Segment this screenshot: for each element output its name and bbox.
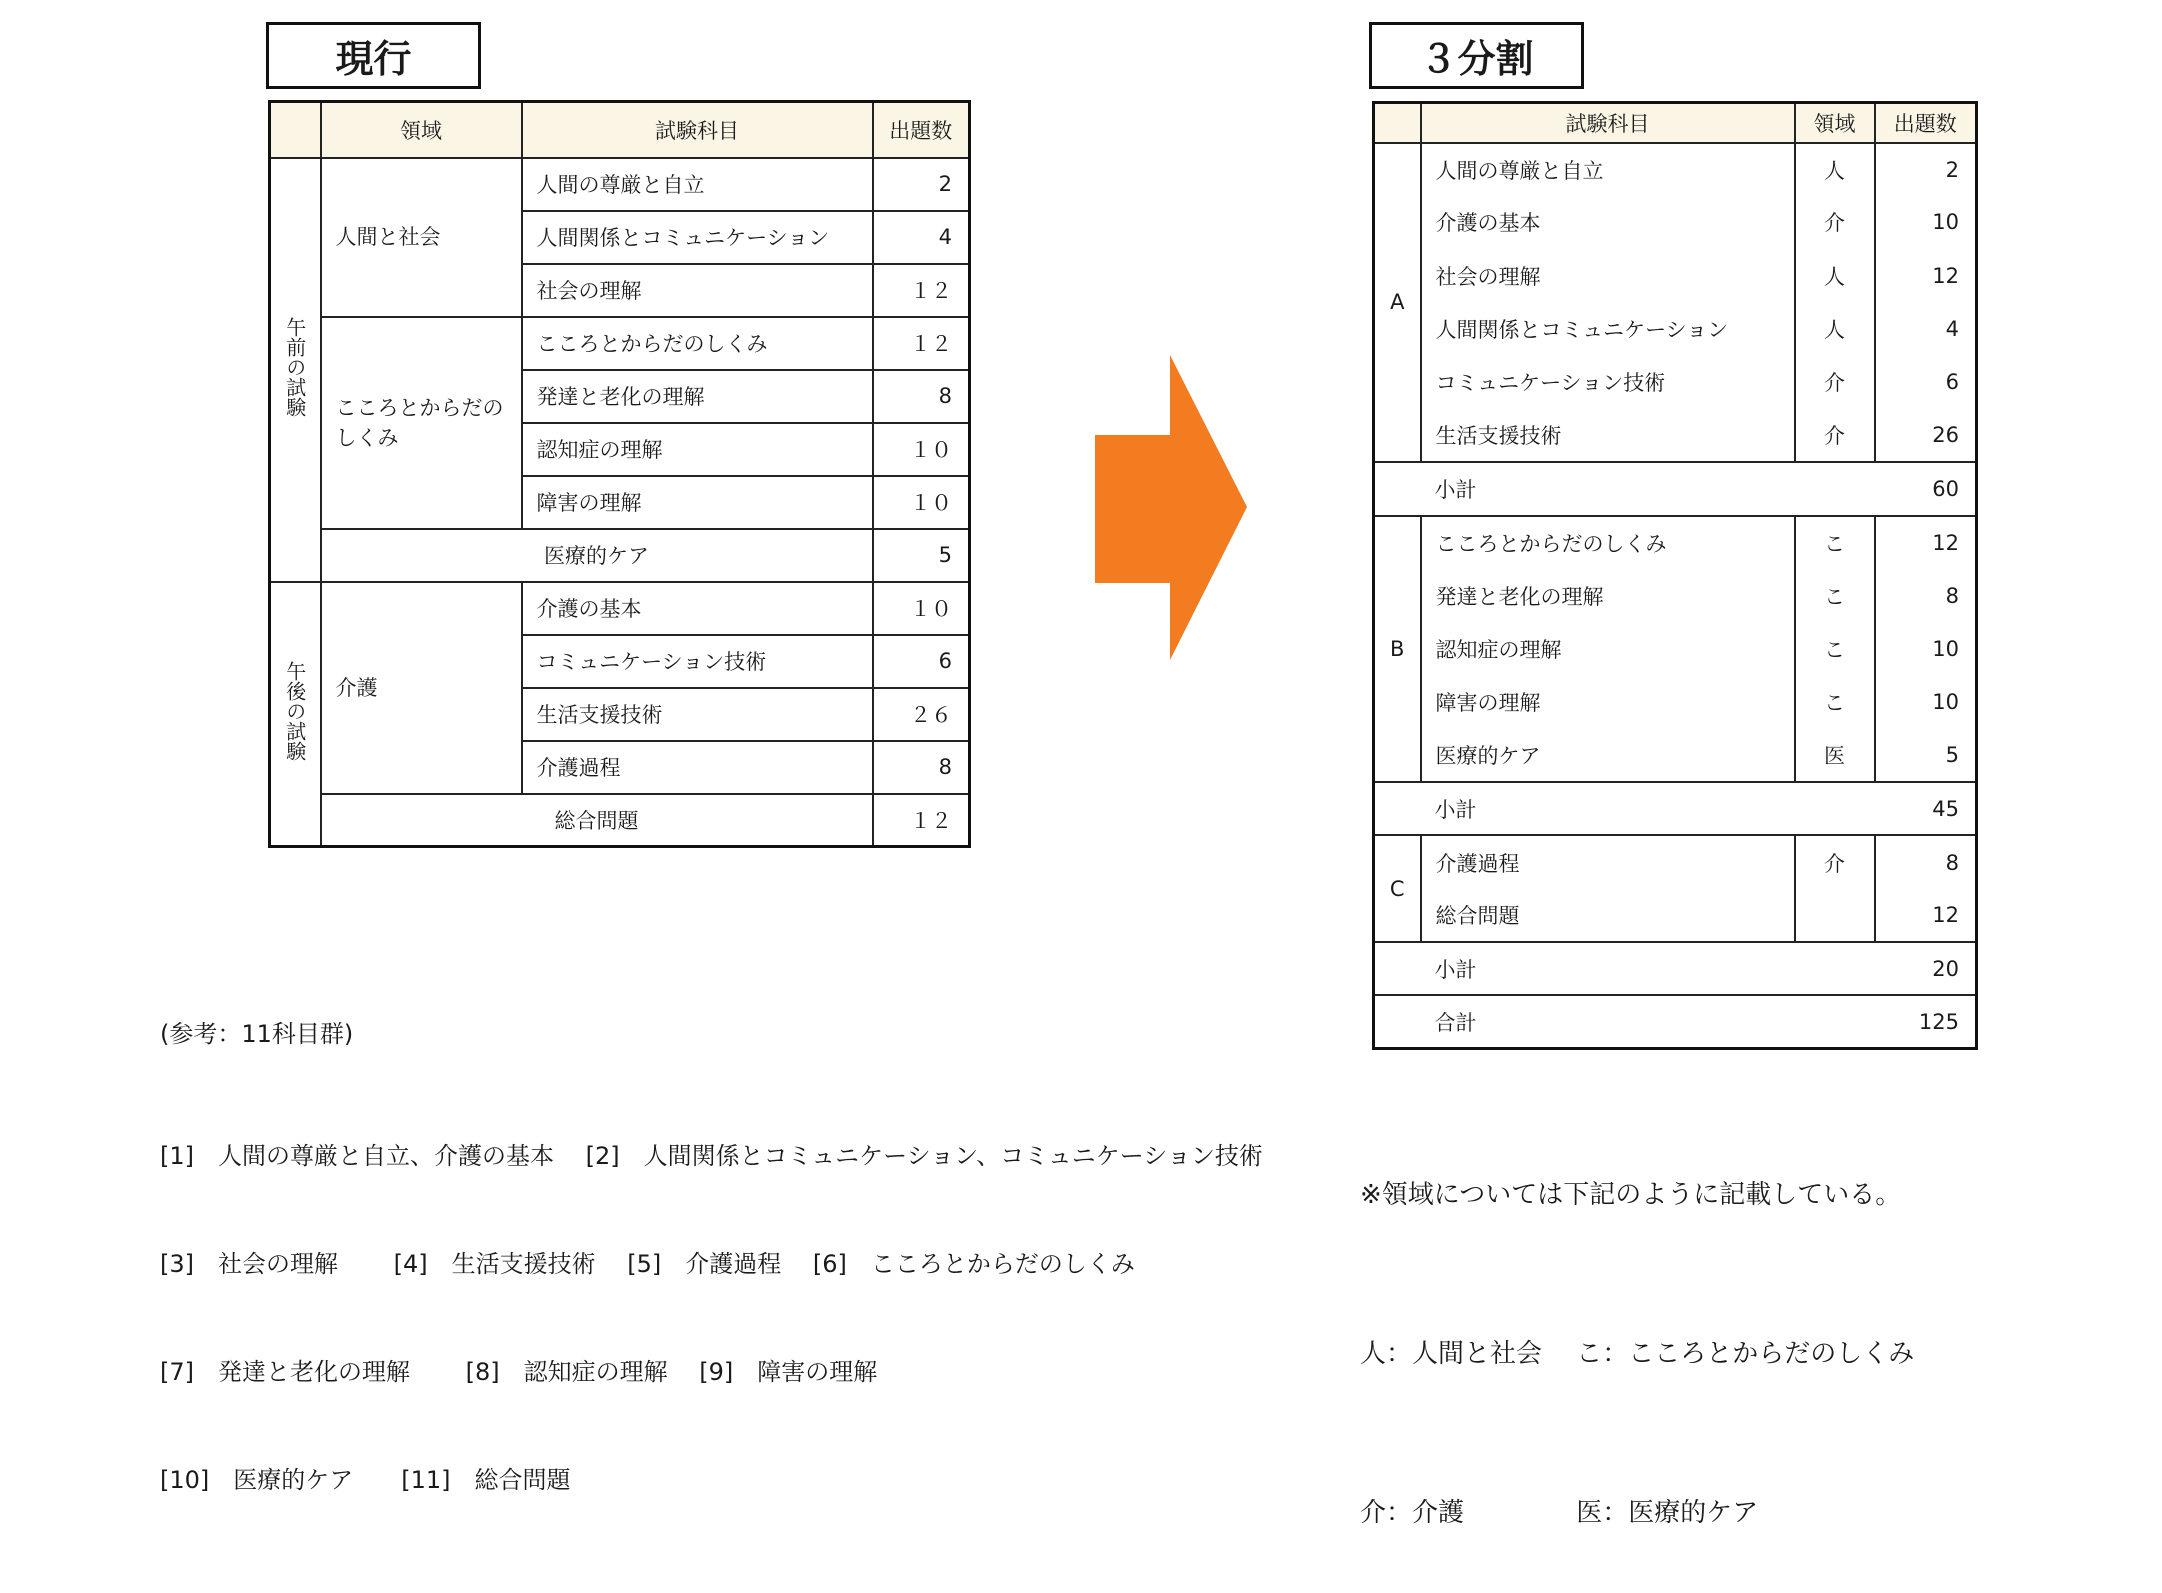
area-code-cell: こ — [1795, 569, 1875, 622]
subject-cell: コミュニケーション技術 — [1421, 356, 1795, 409]
subject-cell: 社会の理解 — [1421, 249, 1795, 302]
reference-line-3: [7] 発達と老化の理解 [8] 認知症の理解 [9] 障害の理解 — [160, 1358, 878, 1386]
count-cell: 8 — [873, 370, 970, 423]
subject-cell: 社会の理解 — [522, 264, 873, 317]
subject-cell: 認知症の理解 — [1421, 622, 1795, 675]
count-cell: 12 — [1875, 516, 1977, 569]
right-table-row — [1374, 143, 1977, 196]
area-code-cell: 人 — [1795, 143, 1875, 196]
total-label: 合計 — [1421, 995, 1875, 1048]
right-table-row — [1374, 196, 1977, 249]
area-code-cell: 介 — [1795, 196, 1875, 249]
count-cell: 5 — [873, 529, 970, 582]
area-code-cell — [1795, 889, 1875, 942]
area-code-cell: 介 — [1795, 356, 1875, 409]
reference-heading: (参考：11科目群) — [160, 1020, 354, 1048]
count-cell: 6 — [1875, 356, 1977, 409]
right-title-box — [1369, 22, 1584, 89]
current-exam-table — [268, 100, 971, 848]
area-legend — [1360, 1063, 1914, 1593]
subtotal-label: 小計 — [1421, 462, 1875, 515]
group-label-cell: A — [1374, 143, 1421, 463]
group-label-cell: B — [1374, 516, 1421, 782]
right-table-row — [1374, 729, 1977, 782]
count-cell: １２ — [873, 317, 970, 370]
count-cell: 8 — [873, 741, 970, 794]
area-code-cell: こ — [1795, 622, 1875, 675]
right-table-row — [1374, 302, 1977, 355]
session-label-1 — [270, 582, 321, 847]
count-cell: 6 — [873, 635, 970, 688]
subtotal-spacer — [1374, 942, 1421, 995]
span-subject-cell: 総合問題 — [321, 794, 873, 847]
right-table-row — [1374, 889, 1977, 942]
session-label-0 — [270, 158, 321, 582]
count-cell: 10 — [1875, 196, 1977, 249]
subtotal-row — [1374, 782, 1977, 835]
count-cell: 10 — [1875, 675, 1977, 728]
left-table-span-row — [270, 794, 970, 847]
left-table-row — [270, 582, 970, 635]
count-cell: １０ — [873, 476, 970, 529]
total-row — [1374, 995, 1977, 1048]
subject-cell: 発達と老化の理解 — [522, 370, 873, 423]
subject-cell: 障害の理解 — [522, 476, 873, 529]
reference-line-1: [1] 人間の尊厳と自立、介護の基本 [2] 人間関係とコミュニケーション、コミュニケーション技術 — [160, 1142, 1263, 1170]
count-cell: 12 — [1875, 889, 1977, 942]
subtotal-value: 20 — [1875, 942, 1977, 995]
subject-cell: 医療的ケア — [1421, 729, 1795, 782]
count-cell: 8 — [1875, 835, 1977, 888]
left-header-count: 出題数 — [873, 102, 970, 158]
reference-notes — [160, 944, 1263, 1534]
right-header-area: 領域 — [1795, 103, 1875, 143]
count-cell: 8 — [1875, 569, 1977, 622]
span-subject-cell: 医療的ケア — [321, 529, 873, 582]
right-table-row — [1374, 409, 1977, 462]
subject-cell: 人間関係とコミュニケーション — [522, 211, 873, 264]
total-spacer — [1374, 995, 1421, 1048]
subject-cell: 人間関係とコミュニケーション — [1421, 302, 1795, 355]
subtotal-spacer — [1374, 462, 1421, 515]
reference-line-2: [3] 社会の理解 [4] 生活支援技術 [5] 介護過程 [6] こころとからだのしくみ — [160, 1250, 1135, 1278]
count-cell: 12 — [1875, 249, 1977, 302]
subject-cell: コミュニケーション技術 — [522, 635, 873, 688]
subject-cell: 介護の基本 — [522, 582, 873, 635]
count-cell: 2 — [873, 158, 970, 211]
area-code-cell: 介 — [1795, 835, 1875, 888]
count-cell: １０ — [873, 423, 970, 476]
right-table-row — [1374, 569, 1977, 622]
area-code-cell: 人 — [1795, 302, 1875, 355]
right-header-row — [1374, 103, 1977, 143]
subtotal-label: 小計 — [1421, 942, 1875, 995]
count-cell: 4 — [873, 211, 970, 264]
area-code-cell: 医 — [1795, 729, 1875, 782]
subject-cell: 生活支援技術 — [1421, 409, 1795, 462]
left-header-corner — [270, 102, 321, 158]
legend-note: ※領域については下記のように記載している。 — [1360, 1180, 1902, 1210]
area-code-cell: 人 — [1795, 249, 1875, 302]
subject-cell: 障害の理解 — [1421, 675, 1795, 728]
left-header-row — [270, 102, 970, 158]
left-title-box — [266, 22, 481, 89]
right-table-row — [1374, 675, 1977, 728]
subject-cell: 総合問題 — [1421, 889, 1795, 942]
session-label-text: 午前の試験 — [282, 317, 307, 417]
left-table-row — [270, 158, 970, 211]
count-cell: １２ — [873, 794, 970, 847]
total-value: 125 — [1875, 995, 1977, 1048]
right-table-row — [1374, 516, 1977, 569]
right-table-row — [1374, 622, 1977, 675]
left-header-area: 領域 — [321, 102, 522, 158]
subtotal-row — [1374, 462, 1977, 515]
legend-line-1: 人：人間と社会 こ：こころとからだのしくみ — [1360, 1339, 1915, 1369]
subject-cell: 認知症の理解 — [522, 423, 873, 476]
area-cell: 人間と社会 — [321, 158, 522, 317]
arrow-right-icon — [1095, 355, 1250, 660]
area-cell: こころとからだの しくみ — [321, 317, 522, 529]
reference-line-4: [10] 医療的ケア [11] 総合問題 — [160, 1466, 571, 1494]
subtotal-spacer — [1374, 782, 1421, 835]
subject-cell: 人間の尊厳と自立 — [1421, 143, 1795, 196]
subtotal-value: 60 — [1875, 462, 1977, 515]
subject-cell: こころとからだのしくみ — [1421, 516, 1795, 569]
subject-cell: こころとからだのしくみ — [522, 317, 873, 370]
count-cell: 4 — [1875, 302, 1977, 355]
area-code-cell: こ — [1795, 675, 1875, 728]
subject-cell: 発達と老化の理解 — [1421, 569, 1795, 622]
subtotal-value: 45 — [1875, 782, 1977, 835]
count-cell: ２６ — [873, 688, 970, 741]
right-table-row — [1374, 356, 1977, 409]
right-header-count: 出題数 — [1875, 103, 1977, 143]
count-cell: 10 — [1875, 622, 1977, 675]
right-table-row — [1374, 249, 1977, 302]
count-cell: 5 — [1875, 729, 1977, 782]
right-table-row — [1374, 835, 1977, 888]
subject-cell: 人間の尊厳と自立 — [522, 158, 873, 211]
subject-cell: 介護過程 — [1421, 835, 1795, 888]
left-table-row — [270, 317, 970, 370]
subject-cell: 介護過程 — [522, 741, 873, 794]
subject-cell: 介護の基本 — [1421, 196, 1795, 249]
split-exam-table — [1372, 101, 1978, 1050]
count-cell: 26 — [1875, 409, 1977, 462]
right-header-corner — [1374, 103, 1421, 143]
subject-cell: 生活支援技術 — [522, 688, 873, 741]
subtotal-row — [1374, 942, 1977, 995]
left-table-span-row — [270, 529, 970, 582]
left-title: 現行 — [335, 37, 412, 81]
right-title: ３分割 — [1419, 37, 1534, 81]
area-cell: 介護 — [321, 582, 522, 794]
area-code-cell: こ — [1795, 516, 1875, 569]
group-label-cell: C — [1374, 835, 1421, 942]
count-cell: １２ — [873, 264, 970, 317]
right-header-subject: 試験科目 — [1421, 103, 1795, 143]
subtotal-label: 小計 — [1421, 782, 1875, 835]
count-cell: 2 — [1875, 143, 1977, 196]
count-cell: １０ — [873, 582, 970, 635]
left-header-subject: 試験科目 — [522, 102, 873, 158]
legend-line-2: 介：介護 医：医療的ケア — [1360, 1498, 1759, 1528]
session-label-text: 午後の試験 — [282, 661, 307, 762]
area-code-cell: 介 — [1795, 409, 1875, 462]
